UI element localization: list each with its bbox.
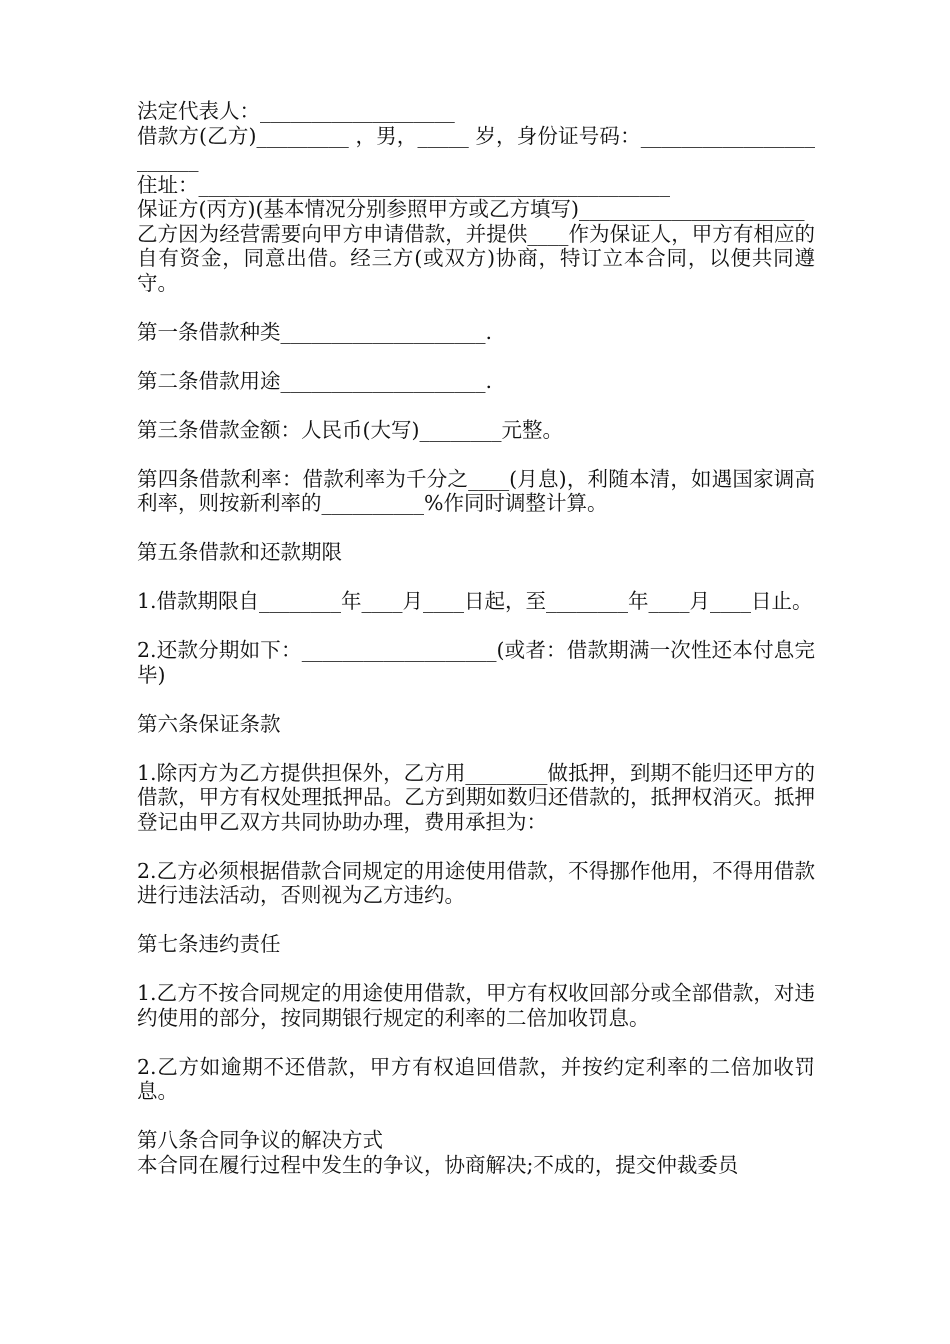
contract-page [137,99,815,1177]
article-8-body: 本合同在履行过程中发生的争议，协商解决;不成的，提交仲裁委员 [137,1152,739,1177]
article-5-clause-2: 2.还款分期如下：___________________(或者：借款期满一次性还本付息完毕) [137,638,815,687]
article-2-loan-purpose: 第二条借款用途____________________. [137,368,493,393]
article-7-clause-1: 1.乙方不按合同规定的用途使用借款，甲方有权收回部分或全部借款，对违约使用的部分，按同期银行规定的利率的二倍加收罚息。 [137,981,815,1030]
article-7-heading: 第七条违约责任 [137,932,281,956]
article-1-loan-type: 第一条借款种类____________________. [137,319,493,344]
article-6-clause-1: 1.除丙方为乙方提供担保外，乙方用________做抵押，到期不能归还甲方的借款，甲方有权处理抵押品。乙方到期如数归还借款的，抵押权消灭。抵押登记由甲乙双方共同协助办理，费用承担为： [137,760,815,834]
article-5-clause-1: 1.借款期限自________年____月____日起，至________年____月____日止。 [137,589,813,613]
article-5-heading: 第五条借款和还款期限 [137,540,342,564]
article-3-loan-amount: 第三条借款金额：人民币(大写)________元整。 [137,417,563,442]
article-4-interest-rate: 第四条借款利率：借款利率为千分之____(月息)，利随本清，如遇国家调高利率，则按新利率的__________%作同时调整计算。 [137,466,815,515]
preamble-paragraph: 乙方因为经营需要向甲方申请借款，并提供____作为保证人，甲方有相应的自有资金，同意出借。经三方(或双方)协商，特订立本合同，以便共同遵守。 [137,221,815,295]
article-8-heading: 第八条合同争议的解决方式 [137,1128,383,1152]
legal-representative-line: 法定代表人：___________________ [137,99,455,123]
article-7-clause-2: 2.乙方如逾期不还借款，甲方有权追回借款，并按约定利率的二倍加收罚息。 [137,1054,815,1103]
article-6-clause-2: 2.乙方必须根据借款合同规定的用途使用借款，不得挪作他用，不得用借款进行违法活动，否则视为乙方违约。 [137,858,815,907]
guarantor-line: 保证方(丙方)(基本情况分别参照甲方或乙方填写)______________________ [137,197,805,221]
borrower-line: 借款方(乙方)_________ ，男，_____ 岁，身份证号码：_______________________ [137,123,815,172]
article-6-heading: 第六条保证条款 [137,711,281,736]
address-line: 住址：______________________________________________ [137,172,670,197]
